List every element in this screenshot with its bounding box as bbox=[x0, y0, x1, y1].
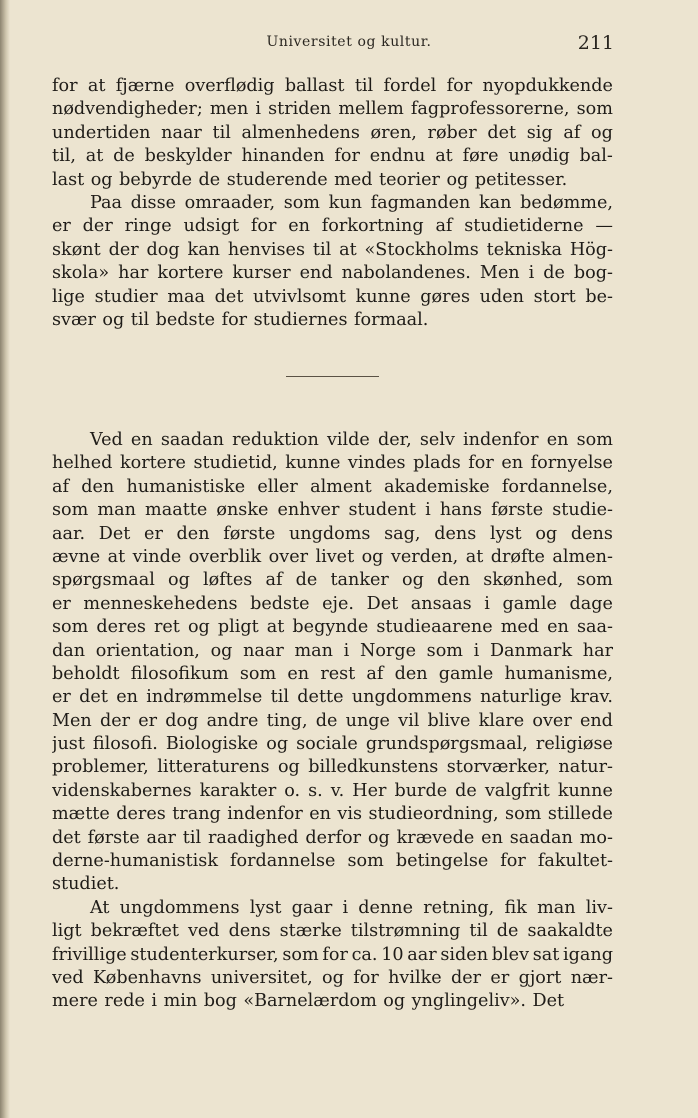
page-header bbox=[0, 34, 698, 58]
text-line: mætte deres trang indenfor en vis studieordning, som stillede bbox=[52, 804, 613, 825]
text-line: frivillige studenterkurser, som for ca. 10 aar siden blev sat igang bbox=[52, 944, 613, 965]
text-line: svær og til bedste for studiernes formaal. bbox=[52, 309, 429, 330]
text-line: af den humanistiske eller alment akademiske fordannelse, bbox=[52, 476, 613, 497]
paragraph bbox=[52, 75, 613, 192]
text-line: mere rede i min bog «Barnelærdom og ynglingeliv». Det bbox=[52, 991, 565, 1012]
text-line: ævne at vinde overblik over livet og verden, at drøfte almen- bbox=[52, 546, 613, 567]
text-line: Men der er dog andre ting, de unge vil blive klare over end bbox=[52, 710, 613, 731]
text-line: som deres ret og pligt at begynde studieaarene med en saa- bbox=[52, 617, 613, 638]
text-line: At ungdommens lyst gaar i denne retning, fik man liv- bbox=[90, 897, 613, 918]
paragraph bbox=[52, 192, 613, 332]
text-line: er menneskehedens bedste eje. Det ansaas i gamle dage bbox=[52, 593, 613, 614]
text-line: er det en indrømmelse til dette ungdommens naturlige krav. bbox=[52, 687, 613, 708]
text-block-bottom bbox=[52, 429, 613, 1014]
text-line: lige studier maa det utvivlsomt kunne gøres uden stort be- bbox=[52, 286, 613, 307]
running-title: Universitet og kultur. bbox=[266, 34, 432, 50]
text-line: aar. Det er den første ungdoms sag, dens lyst og dens bbox=[52, 523, 613, 544]
paragraph bbox=[52, 897, 613, 1014]
text-line: videnskabernes karakter o. s. v. Her burde de valgfrit kunne bbox=[52, 780, 613, 801]
book-spine-shadow bbox=[0, 0, 10, 1118]
text-line: derne-humanistisk fordannelse som betingelse for fakultet- bbox=[52, 851, 613, 872]
text-line: spørgsmaal og løftes af de tanker og den skønhed, som bbox=[52, 570, 613, 591]
text-line: til, at de beskylder hinanden for endnu at føre unødig bal- bbox=[52, 146, 613, 167]
paragraph bbox=[52, 429, 613, 897]
text-line: det første aar til raadighed derfor og krævede en saadan mo- bbox=[52, 827, 613, 848]
text-line: for at fjærne overflødig ballast til fordel for nyopdukkende bbox=[52, 76, 613, 96]
text-line: nødvendigheder; men i striden mellem fagprofessorerne, som bbox=[52, 99, 613, 120]
text-line: som man maatte ønske enhver student i hans første studie- bbox=[52, 500, 613, 521]
text-line: ligt bekræftet ved dens stærke tilstrømning til de saakaldte bbox=[52, 921, 613, 942]
page-number: 211 bbox=[577, 32, 614, 54]
text-line: Ved en saadan reduktion vilde der, selv indenfor en som bbox=[90, 430, 613, 450]
text-line: problemer, litteraturens og billedkunstens storværker, natur- bbox=[52, 757, 613, 778]
text-line: studiet. bbox=[52, 874, 120, 895]
text-line: undertiden naar til almenhedens øren, røber det sig af og bbox=[52, 122, 613, 143]
text-line: dan orientation, og naar man i Norge som i Danmark har bbox=[52, 640, 613, 661]
text-line: skola» har kortere kurser end nabolandenes. Men i de bog- bbox=[52, 263, 613, 284]
text-line: last og bebyrde de studerende med teorier og petitesser. bbox=[52, 169, 568, 190]
text-line: Paa disse omraader, som kun fagmanden kan bedømme, bbox=[90, 192, 613, 213]
text-line: just filosofi. Biologiske og sociale grundspørgsmaal, religiøse bbox=[52, 734, 613, 755]
text-line: skønt der dog kan henvises til at «Stockholms tekniska Hög- bbox=[52, 239, 613, 260]
text-line: helhed kortere studietid, kunne vindes plads for en fornyelse bbox=[52, 453, 613, 474]
text-line: ved Københavns universitet, og for hvilke der er gjort nær- bbox=[52, 967, 613, 988]
text-line: er der ringe udsigt for en forkortning af studietiderne — bbox=[52, 216, 613, 237]
section-divider bbox=[286, 376, 379, 377]
text-block-top bbox=[52, 75, 613, 332]
text-line: beholdt filosofikum som en rest af den gamle humanisme, bbox=[52, 663, 613, 684]
